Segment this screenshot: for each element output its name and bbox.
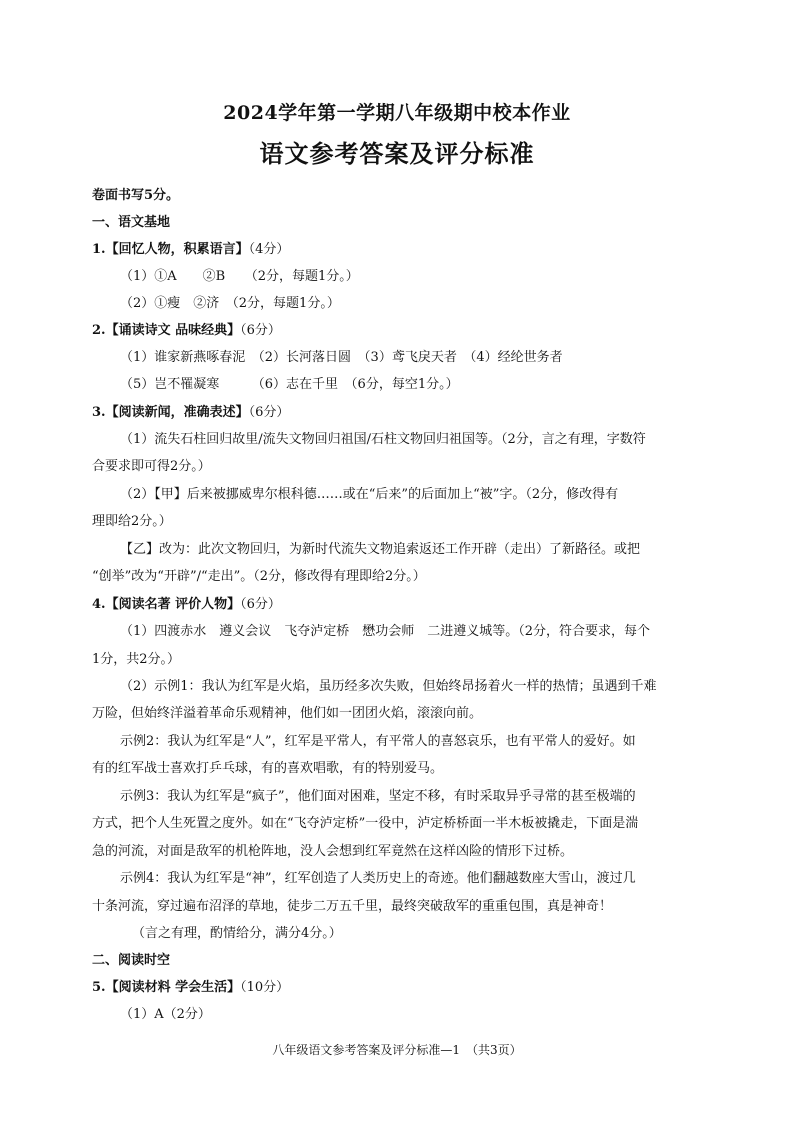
question-topic: 【阅读材料 学会生活】 [105,980,241,995]
question-points: （4分） [248,242,290,257]
question-topic: 【阅读名著 评价人物】 [105,597,241,612]
answer-line: “创举”改为“开辟”/“走出”。（2分，修改得有理即给2分。） [92,569,426,584]
section-heading-language-basics: 一、语文基地 [92,215,171,230]
question-heading-5 [92,979,289,997]
answer-line: （2）【甲】后来被挪威卑尔根科德……或在“后来”的后面加上“被”字。（2分，修改得有 [120,487,619,502]
question-number: 3. [92,405,106,420]
document-subtitle: 语文参考答案及评分标准 [259,139,535,168]
question-heading-4 [92,596,281,614]
question-topic: 【回忆人物，积累语言】 [105,242,249,257]
answer-line: （5）岂不罹凝寒 （6）志在千里 （6分，每空1分。） [120,377,459,392]
question-heading-2 [92,322,281,340]
answer-line: 万险，但始终洋溢着革命乐观精神，他们如一团团火焰，滚滚向前。 [92,706,483,721]
answer-line: 理即给2分。） [92,514,172,529]
answer-line: （1）流失石柱回归故里/流失文物回归祖国/石柱文物回归祖国等。（2分，言之有理，字数符 [120,432,646,447]
answer-line: 方式，把个人生死置之度外。如在“飞夺泸定桥”一役中，泸定桥桥面一半木板被撬走，下面是湍 [92,816,639,831]
answer-line: （2）①瘦 ②济 （2分，每题1分。） [120,296,340,311]
answer-line: （1）①A ②B （2分，每题1分。） [120,269,359,284]
page-footer: 八年级语文参考答案及评分标准—1 （共3页） [272,1043,522,1057]
section-heading-reading: 二、阅读时空 [92,953,171,968]
answer-line: 示例4：我认为红军是“神”，红军创造了人类历史上的奇迹。他们翻越数座大雪山，渡过几 [120,871,636,886]
question-points: （6分） [248,405,290,420]
answer-line: 1分，共2分。） [92,652,181,667]
answer-line: 示例2：我认为红军是“人”，红军是平常人，有平常人的喜怒哀乐，也有平常人的爱好。如 [120,734,636,749]
answer-line: 示例3：我认为红军是“疯子”，他们面对困难，坚定不移，有时采取异乎寻常的甚至极端的 [120,789,636,804]
answer-line: 有的红军战士喜欢打乒乓球，有的喜欢唱歌，有的特别爱马。 [92,761,444,776]
question-heading-1 [92,241,289,259]
scoring-note: （言之有理，酌情给分，满分4分。） [132,926,342,941]
answer-line: （1）四渡赤水 遵义会议 飞夺泸定桥 懋功会师 二进遵义城等。（2分，符合要求，每个 [120,624,651,639]
answer-line: （1）A（2分） [120,1007,211,1022]
answer-line: 合要求即可得2分。） [92,459,211,474]
question-points: （6分） [240,597,281,612]
question-number: 5. [92,980,106,995]
question-points: （6分） [240,323,281,338]
handwriting-score-note: 卷面书写5分。 [92,188,180,203]
question-topic: 【诵读诗文 品味经典】 [105,323,241,338]
answer-line: （1）谁家新燕啄春泥 （2）长河落日圆 （3）鸢飞戾天者 （4）经纶世务者 [120,350,563,365]
answer-line: 急的河流，对面是敌军的机枪阵地，没人会想到红军竟然在这样凶险的情形下过桥。 [92,844,574,859]
question-points: （10分） [240,980,290,995]
question-number: 1. [92,242,106,257]
question-number: 2. [92,323,106,338]
document-title: 2024学年第一学期八年级期中校本作业 [223,102,571,124]
answer-line: 【乙】改为：此次文物回归，为新时代流失文物追索返还工作开辟（走出）了新路径。或把 [120,542,641,557]
answer-line: 十条河流，穿过遍布沼泽的草地，徒步二万五千里，最终突破敌军的重重包围，真是神奇！ [92,899,613,914]
question-heading-3 [92,404,289,422]
question-topic: 【阅读新闻，准确表述】 [105,405,249,420]
answer-line: （2）示例1：我认为红军是火焰，虽历经多次失败，但始终昂扬着火一样的热情；虽遇到千难 [120,679,657,694]
question-number: 4. [92,597,106,612]
